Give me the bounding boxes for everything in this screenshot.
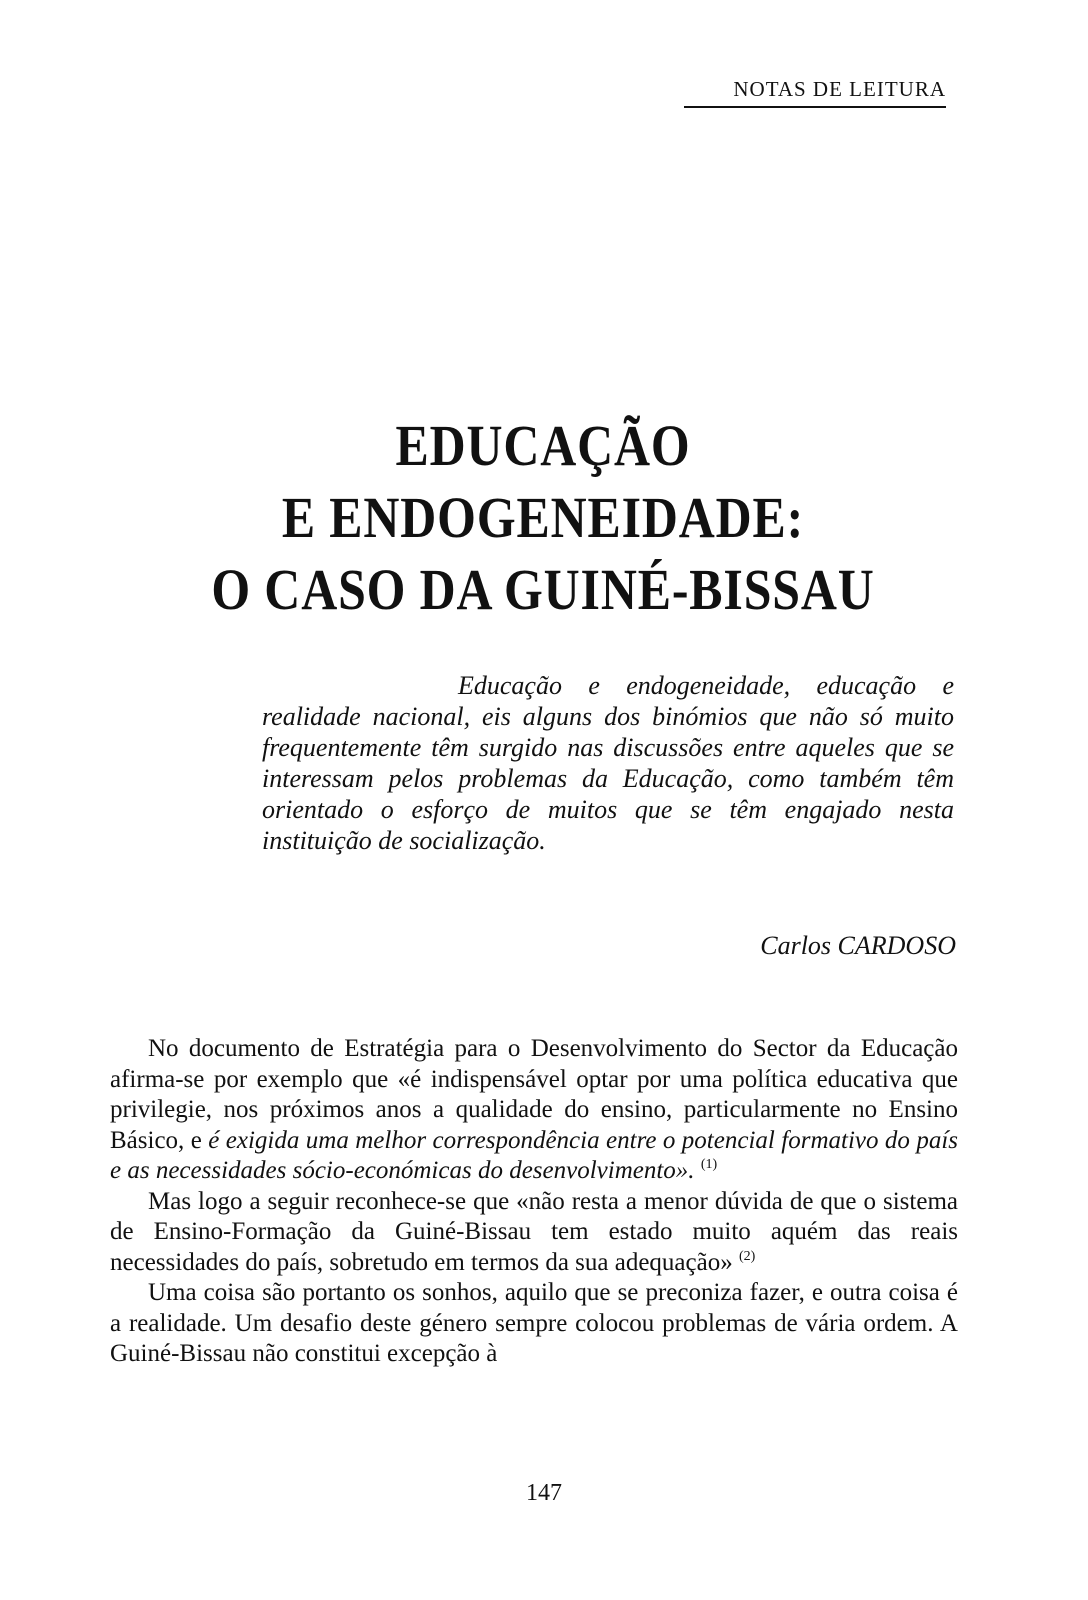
paragraph-3-text: Uma coisa são portanto os sonhos, aquilo que se preconiza fazer, e outra coisa é a realidade. Um desafio deste género sempre colocou problemas de vária ordem. A Guiné-Bissau não constitui excepção à (110, 1279, 958, 1367)
body-text (110, 1034, 958, 1370)
epigraph (262, 670, 954, 856)
paragraph-1 (110, 1034, 958, 1187)
paragraph-1-text: No documento de Estratégia para o Desenvolvimento do Sector da Educação afirma-se por exemplo que «é indispensável optar por uma política educativa que privilegie, nos próximos anos a qualidade do ensino, particularmente no Ensino Básico, e (110, 1035, 958, 1154)
footnote-ref-2: (2) (738, 1248, 756, 1264)
title-line-2: E ENDOGENEIDADE: (281, 485, 805, 550)
paragraph-2 (110, 1187, 958, 1279)
title-line-1: EDUCAÇÃO (395, 413, 691, 478)
footnote-ref-1: (1) (700, 1157, 718, 1172)
article-title (162, 410, 924, 626)
paragraph-3 (110, 1278, 958, 1370)
running-head: NOTAS DE LEITURA (684, 76, 946, 108)
page-number: 147 (526, 1480, 562, 1506)
epigraph-text: Educação e endogeneidade, educação e realidade nacional, eis alguns dos binómios que não só muito frequentemente têm surgido nas discussões entre aqueles que se interessam pelos problemas da Educação, como também têm orientado o esforço de muitos que se têm engajado nesta instituição de socialização. (262, 671, 954, 855)
epigraph-author: Carlos CARDOSO (760, 931, 956, 960)
paragraph-2-text: Mas logo a seguir reconhece-se que «não resta a menor dúvida de que o sistema de Ensino-Formação da Guiné-Bissau tem estado muito aquém das reais necessidades do país, sobretudo em termos da sua adequação» (110, 1187, 958, 1276)
paragraph-1-quote: é exigida uma melhor correspondência entre o potencial formativo do país e as necessidades sócio-económicas do desenvolvimento». (110, 1126, 959, 1184)
title-line-3: O CASO DA GUINÉ-BISSAU (211, 557, 875, 622)
